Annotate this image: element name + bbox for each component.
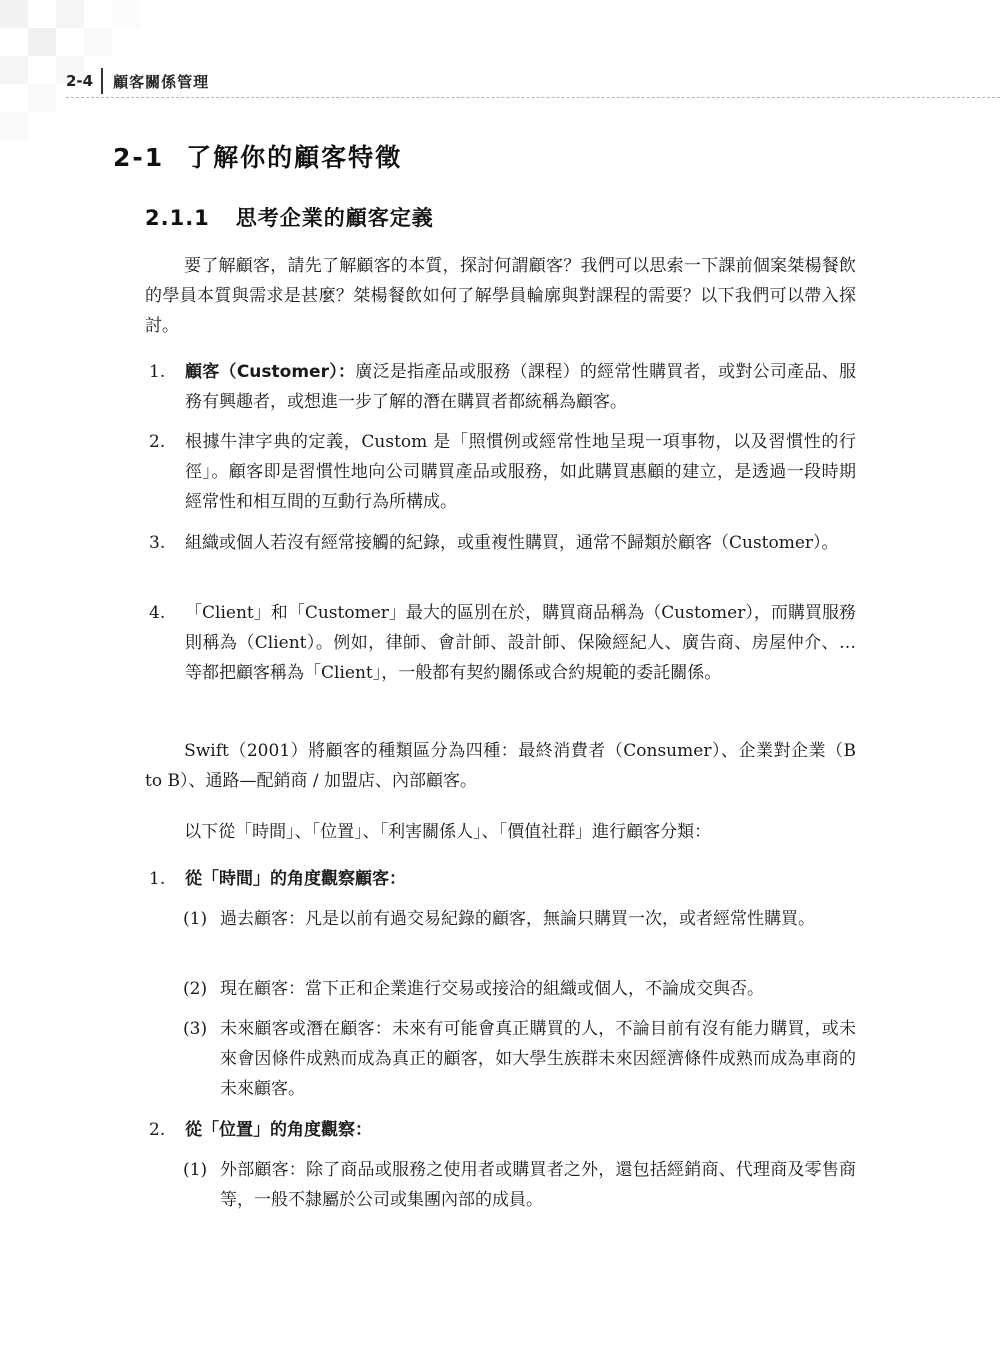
list-marker: 3. bbox=[149, 533, 166, 553]
list-marker: 4. bbox=[149, 603, 166, 623]
definition-text: 廣泛是指產品或服務（課程）的經常性購買者，或對公司產品、服務有興趣者，或想進一步了解的潛在購買者都統稱為顧客。 bbox=[185, 362, 857, 412]
section-title: 了解你的顧客特徵 bbox=[186, 143, 403, 172]
definition-item-2 bbox=[145, 427, 856, 517]
time-group-heading bbox=[145, 864, 856, 894]
subsection-number: 2.1.1 bbox=[145, 206, 210, 230]
sub-marker: (1) bbox=[183, 909, 208, 929]
chapter-title: 顧客關係管理 bbox=[113, 72, 210, 91]
subsection-heading bbox=[145, 202, 434, 232]
sub-text: 外部顧客：除了商品或服務之使用者或購買者之外，還包括經銷商、代理商及零售商等，一般不隸屬於公司或集團內部的成員。 bbox=[220, 1160, 856, 1210]
time-item-2 bbox=[181, 974, 856, 1004]
list-marker: 2. bbox=[149, 1120, 166, 1140]
swift-paragraph: Swift（2001）將顧客的種類區分為四種：最終消費者（Consumer）、企業對企業（B to B）、通路—配銷商 / 加盟店、內部顧客。 bbox=[145, 741, 856, 791]
list-marker: 1. bbox=[149, 362, 166, 382]
definition-text: 組織或個人若沒有經常接觸的紀錄，或重複性購買，通常不歸類於顧客（Customer）。 bbox=[185, 533, 839, 553]
definition-lead: 顧客（Customer）： bbox=[185, 362, 356, 382]
definition-text: 「Client」和「Customer」最大的區別在於，購買商品稱為（Customer），而購買服務則稱為（Client）。例如，律師、會計師、設計師、保險經紀人、廣告商、房屋仲介、…等都把顧客稱為「Client」，一般都有契約關係或合約規範的委託關係。 bbox=[185, 603, 856, 683]
intro-paragraph: 要了解顧客，請先了解顧客的本質，探討何謂顧客？我們可以思索一下課前個案桀楊餐飲的學員本質與需求是甚麼？桀楊餐飲如何了解學員輪廓與對課程的需要？以下我們可以帶入探討。 bbox=[145, 256, 856, 336]
definition-item-3 bbox=[145, 528, 856, 558]
header-dashed-rule bbox=[66, 97, 1000, 98]
classification-paragraph: 以下從「時間」、「位置」、「利害關係人」、「價值社群」進行顧客分類： bbox=[184, 822, 712, 842]
definition-item-1 bbox=[145, 357, 856, 417]
location-group-heading bbox=[145, 1115, 856, 1145]
time-item-3 bbox=[181, 1014, 856, 1104]
location-item-1 bbox=[181, 1155, 856, 1215]
sub-marker: (3) bbox=[183, 1019, 208, 1039]
group-title: 從「時間」的角度觀察顧客： bbox=[185, 869, 406, 889]
group-title: 從「位置」的角度觀察： bbox=[185, 1120, 372, 1140]
sub-text: 未來顧客或潛在顧客：未來有可能會真正購買的人，不論目前有沒有能力購買，或未來會因條件成熟而成為真正的顧客，如大學生族群未來因經濟條件成熟而成為車商的未來顧客。 bbox=[220, 1019, 856, 1099]
definition-text: 根據牛津字典的定義，Custom 是「照慣例或經常性地呈現一項事物，以及習慣性的行徑」。顧客即是習慣性地向公司購買產品或服務，如此購買惠顧的建立，是透過一段時期經常性和相互間的互動行為所構成。 bbox=[185, 432, 856, 512]
time-item-1 bbox=[181, 904, 856, 934]
list-marker: 2. bbox=[149, 432, 166, 452]
sub-text: 過去顧客：凡是以前有過交易紀錄的顧客，無論只購買一次，或者經常性購買。 bbox=[220, 909, 815, 929]
page-number: 2-4 bbox=[66, 72, 94, 90]
header-divider bbox=[101, 68, 103, 94]
section-heading bbox=[113, 138, 402, 174]
section-number: 2-1 bbox=[113, 143, 165, 172]
subsection-title: 思考企業的顧客定義 bbox=[235, 206, 434, 230]
list-marker: 1. bbox=[149, 869, 166, 889]
sub-marker: (2) bbox=[183, 979, 208, 999]
sub-text: 現在顧客：當下正和企業進行交易或接洽的組織或個人，不論成交與否。 bbox=[220, 979, 764, 999]
running-header bbox=[66, 66, 209, 96]
sub-marker: (1) bbox=[183, 1160, 208, 1180]
definition-item-4 bbox=[145, 598, 856, 688]
